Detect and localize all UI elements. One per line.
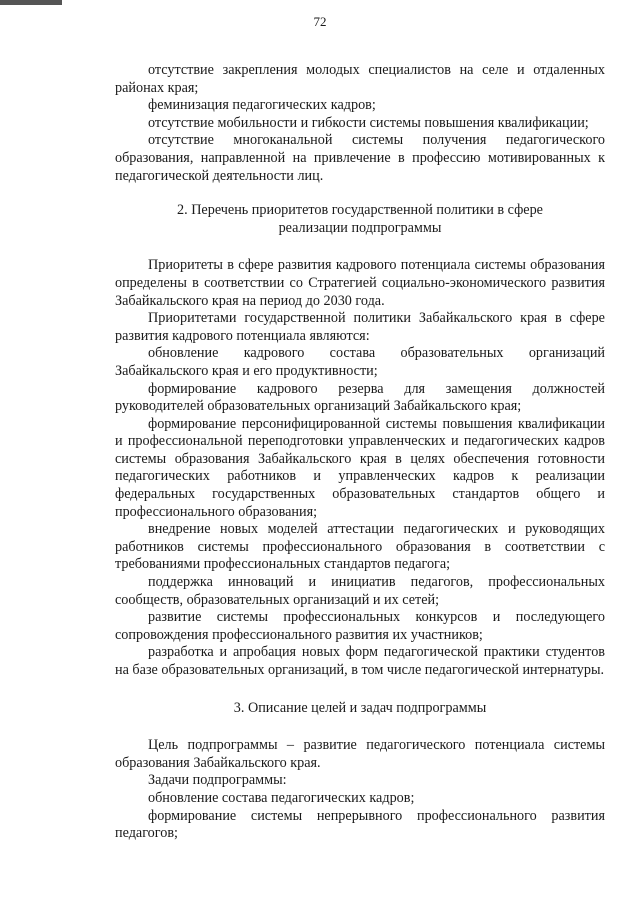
section-3-paragraph: Цель подпрограммы – развитие педагогического потенциала системы образования Забайкальского края. bbox=[115, 737, 605, 771]
document-body bbox=[115, 62, 605, 843]
intro-paragraph: феминизация педагогических кадров; bbox=[148, 97, 376, 114]
scan-artifact-bar bbox=[0, 0, 62, 5]
section-2-paragraph: развитие системы профессиональных конкурсов и последующего сопровождения профессионального развития их участников; bbox=[115, 609, 605, 643]
page-number: 72 bbox=[313, 14, 327, 29]
section-2-title-line-2: реализации подпрограммы bbox=[278, 219, 442, 236]
section-3-title: 3. Описание целей и задач подпрограммы bbox=[233, 699, 487, 716]
section-2-paragraph: Приоритеты в сфере развития кадрового потенциала системы образования определены в соответствии со Стратегией социально-экономического развития Забайкальского края на период до 2030 года. bbox=[115, 257, 605, 309]
intro-paragraph: отсутствие многоканальной системы получения педагогического образования, направленной на привлечение в профессию мотивированных к педагогической деятельности лиц. bbox=[115, 132, 605, 184]
section-2-title-line-1: 2. Перечень приоритетов государственной политики в сфере bbox=[177, 202, 543, 219]
section-2-paragraph: внедрение новых моделей аттестации педагогических и руководящих работников системы профессионального образования в соответствии с требованиями профессиональных стандартов педагога; bbox=[115, 521, 605, 573]
section-2-paragraph: Приоритетами государственной политики Забайкальского края в сфере развития кадрового потенциала являются: bbox=[115, 310, 605, 344]
intro-paragraph: отсутствие мобильности и гибкости системы повышения квалификации; bbox=[148, 114, 589, 131]
section-3-paragraph: формирование системы непрерывного профессионального развития педагогов; bbox=[115, 807, 605, 842]
section-2-paragraph: формирование персонифицированной системы повышения квалификации и профессиональной переподготовки управленческих и педагогических кадров системы образования Забайкальского края в целях обеспечения готовности педагогических работников и управленческих кадров к реализации федеральных государственных образовательных стандартов общего и профессионального образования; bbox=[115, 415, 605, 520]
section-2-paragraph: поддержка инноваций и инициатив педагогов, профессиональных сообществ, образовательных организаций и их сетей; bbox=[115, 574, 605, 608]
section-2-paragraph: обновление кадрового состава образовательных организаций Забайкальского края и его продуктивности; bbox=[115, 345, 605, 379]
intro-paragraph: отсутствие закрепления молодых специалистов на селе и отдаленных районах края; bbox=[115, 62, 605, 96]
section-2-paragraph: разработка и апробация новых форм педагогической практики студентов на базе образовательных организаций, в том числе педагогической интернатуры. bbox=[115, 644, 605, 678]
section-3-paragraph: Задачи подпрограммы: bbox=[148, 772, 287, 789]
section-2-paragraph: формирование кадрового резерва для замещения должностей руководителей образовательных организаций Забайкальского края; bbox=[115, 380, 605, 415]
section-3-paragraph: обновление состава педагогических кадров; bbox=[148, 789, 415, 806]
